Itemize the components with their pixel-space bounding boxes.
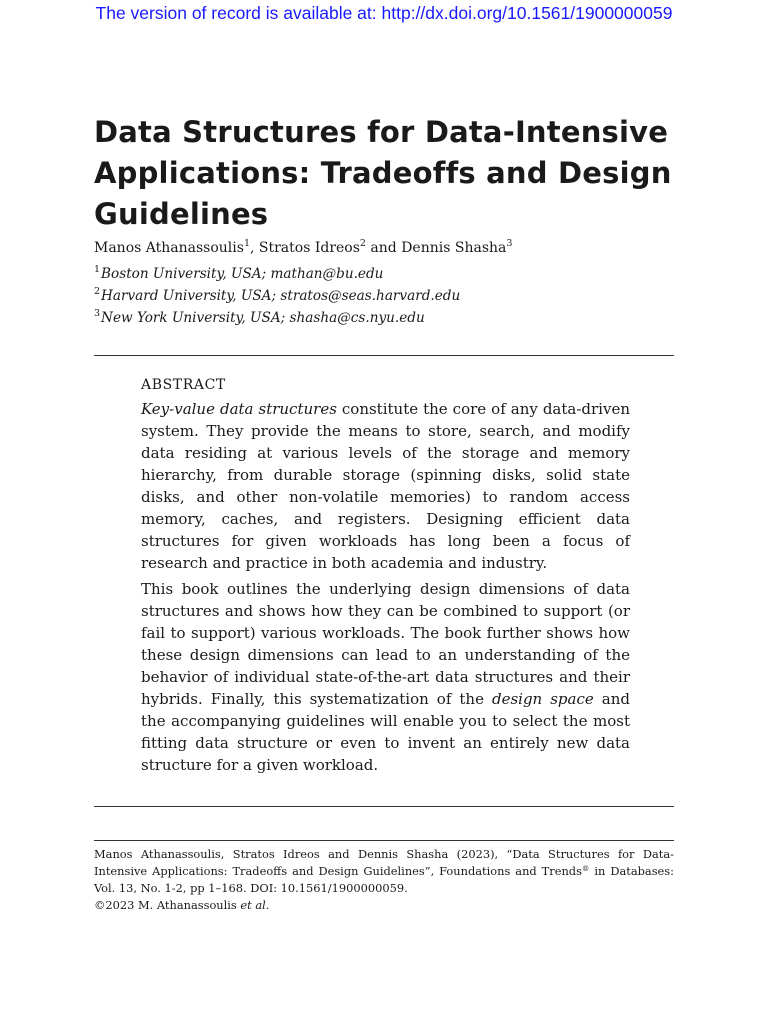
abstract-emphasis: design space (491, 690, 594, 708)
title-line: Applications: Tradeoffs and Design (94, 156, 672, 190)
title-block (94, 112, 674, 329)
abstract-text: constitute the core of any data-driven system. They provide the means to store, search, and modify data residing at various levels of the storage and memory hierarchy, from durable storage (spinning disks, solid state disks, and other non-volatile memories) to random access memory, caches, and registers. Designing efficient data structures for given workloads has long been a focus of research and practice in both academia and industry. (141, 400, 630, 572)
abstract-section (141, 372, 630, 776)
citation-rule (94, 840, 674, 841)
copyright-emphasis: et al. (240, 898, 270, 912)
version-of-record-banner (0, 2, 768, 24)
affiliation (94, 307, 674, 329)
doi-link[interactable]: http://dx.doi.org/10.1561/1900000059 (381, 3, 673, 23)
affiliation-text: New York University, USA; shasha@cs.nyu.edu (101, 310, 425, 326)
affiliation (94, 263, 674, 285)
citation-text: Manos Athanassoulis, Stratos Idreos and Dennis Shasha (2023), “Data Structures for Data-Intensive Applications: Tradeoffs and Design Guidelines”, Foundations and Trends (94, 847, 674, 878)
banner-prefix: The version of record is available at: (95, 3, 382, 23)
author-separator: , (249, 240, 259, 256)
citation-text: in Databases: Vol. 13, No. 1-2, pp 1–168. DOI: 10.1561/1900000059. (94, 864, 674, 895)
title-line: Guidelines (94, 197, 269, 231)
author-name: Dennis Shasha (401, 240, 507, 256)
abstract-heading: ABSTRACT (141, 377, 226, 393)
affiliation-text: Harvard University, USA; stratos@seas.harvard.edu (101, 288, 461, 304)
copyright-text: ©2023 M. Athanassoulis (94, 898, 241, 912)
affiliation-text: Boston University, USA; mathan@bu.edu (101, 266, 384, 282)
affiliation-marker: 1 (94, 264, 101, 275)
abstract-paragraph (141, 398, 630, 574)
abstract-emphasis: Key-value data structures (141, 400, 337, 418)
abstract-paragraph (141, 578, 630, 776)
abstract-text: This book outlines the underlying design dimensions of data structures and shows how they can be combined to support (or fail to support) various workloads. The book further shows how these design dimensions can lead to an understanding of the behavior of individual state-of-the-art data structures and their hybrids. Finally, this systematization of the (141, 580, 630, 708)
abstract-text: and the accompanying guidelines will enable you to select the most fitting data structure or even to invent an entirely new data structure for a given workload. (141, 690, 630, 774)
paper-title (94, 112, 674, 235)
author-affiliation-marker: 1 (243, 238, 250, 249)
affiliation (94, 285, 674, 307)
affiliation-marker: 2 (94, 286, 101, 297)
registered-mark: ® (581, 864, 590, 873)
affiliation-marker: 3 (94, 308, 101, 319)
author-name: Manos Athanassoulis (94, 240, 244, 256)
citation-block (94, 846, 674, 914)
abstract-top-rule (94, 355, 674, 356)
title-line: Data Structures for Data-Intensive (94, 115, 669, 149)
author-name: Stratos Idreos (258, 240, 360, 256)
author-list (94, 237, 674, 259)
author-affiliation-marker: 3 (506, 238, 513, 249)
author-separator: and (365, 240, 402, 256)
abstract-bottom-rule (94, 806, 674, 807)
affiliation-list (94, 263, 674, 329)
author-affiliation-marker: 2 (359, 238, 366, 249)
